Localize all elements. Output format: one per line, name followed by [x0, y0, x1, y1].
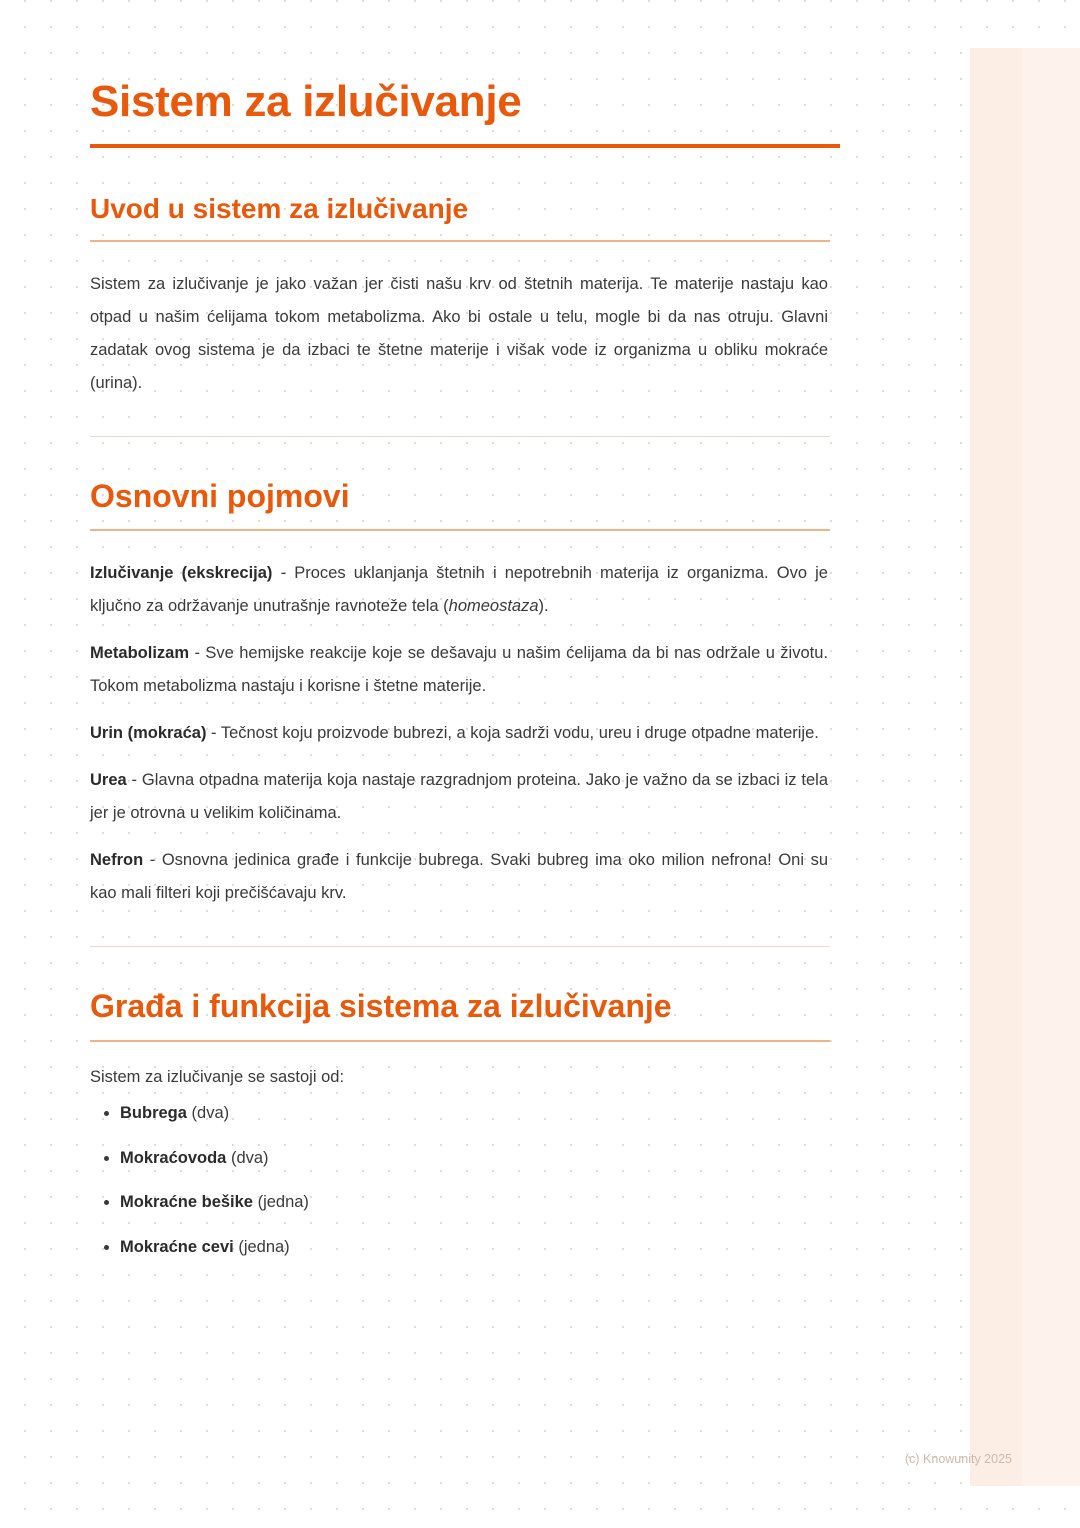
list-item-note: (jedna)	[252, 1193, 309, 1212]
title-divider	[90, 144, 840, 148]
term-text-after: ).	[538, 597, 549, 616]
term-text-before: Proces uklanjanja štetnih i nepotrebnih materija iz organizma. Ovo je ključno za održavanje unutrašnje ravnoteže tela (	[90, 564, 828, 616]
intro-paragraph: Sistem za izlučivanje je jako važan jer čisti našu krv od štetnih materija. Te materije nastaju kao otpad u našim ćelijama tokom metabolizma. Ako bi ostale u telu, mogle bi da nas otruju. Glavni zadatak ovog sistema je da izbaci te štetne materije i višak vode iz organizma u obliku mokraće (urina).	[90, 274, 828, 392]
term-label: Nefron	[90, 851, 144, 870]
right-decorative-band-inner	[970, 48, 1022, 1486]
term-label: Metabolizam	[90, 644, 190, 663]
term-dash: -	[126, 771, 142, 790]
section-divider-grada-i-funkcija	[90, 1040, 830, 1042]
term-text: Tečnost koju proizvode bubrezi, a koja sadrži vodu, ureu i druge otpadne materije.	[220, 724, 819, 743]
term-dash: -	[189, 644, 206, 663]
term-text: Sve hemijske reakcije koje se dešavaju u našim ćelijama da bi nas održale u životu. Tokom metabolizma nastaju i korisne i štetne materije.	[90, 644, 828, 696]
term-definition	[90, 717, 828, 750]
list-item-note: (dva)	[186, 1103, 230, 1122]
section-divider-uvod	[90, 240, 830, 242]
right-decorative-band-outer	[1022, 48, 1080, 1486]
section-heading-osnovni-pojmovi: Osnovni pojmovi	[90, 477, 350, 514]
term-dash: -	[272, 564, 295, 583]
content-separator-2	[90, 946, 830, 947]
term-text: Glavna otpadna materija koja nastaje razgradnjom proteina. Jako je važno da se izbaci iz tela jer je otrovna u velikim količinama.	[90, 771, 829, 823]
list-item-note: (dva)	[226, 1148, 269, 1167]
term-dash: -	[143, 851, 162, 870]
list-item	[120, 1190, 830, 1215]
list-item-note: (jedna)	[233, 1238, 290, 1257]
section-divider-osnovni-pojmovi	[90, 529, 830, 531]
term-definition	[90, 844, 828, 910]
term-definition	[90, 637, 828, 703]
list-item	[120, 1235, 830, 1260]
list-item-label: Bubrega	[120, 1103, 187, 1122]
list-item-label: Mokraćne bešike	[120, 1193, 253, 1212]
section-heading-uvod: Uvod u sistem za izlučivanje	[90, 193, 469, 225]
term-definition	[90, 557, 828, 623]
list-item-label: Mokraćne cevi	[120, 1238, 234, 1257]
term-label: Izlučivanje (ekskrecija)	[90, 564, 273, 583]
term-text: Osnovna jedinica građe i funkcije bubrega. Svaki bubreg ima oko milion nefrona! Oni su kao mali filteri koji prečišćavaju krv.	[90, 851, 828, 903]
term-label: Urea	[90, 771, 127, 790]
copyright-footer: (c) Knowunity 2025	[904, 1452, 1012, 1466]
components-list	[90, 1101, 830, 1260]
list-intro-text: Sistem za izlučivanje se sastoji od:	[90, 1067, 345, 1086]
document-content	[90, 78, 830, 1280]
term-italic: homeostaza	[448, 597, 539, 616]
list-item	[120, 1101, 830, 1126]
term-label: Urin (mokraća)	[90, 724, 207, 743]
list-item-label: Mokraćovoda	[120, 1148, 227, 1167]
list-item	[120, 1146, 830, 1171]
content-separator-1	[90, 436, 830, 437]
page-title: Sistem za izlučivanje	[90, 77, 522, 126]
term-dash: -	[206, 724, 221, 743]
term-definition	[90, 764, 828, 830]
section-heading-grada-i-funkcija: Građa i funkcija sistema za izlučivanje	[90, 988, 672, 1025]
